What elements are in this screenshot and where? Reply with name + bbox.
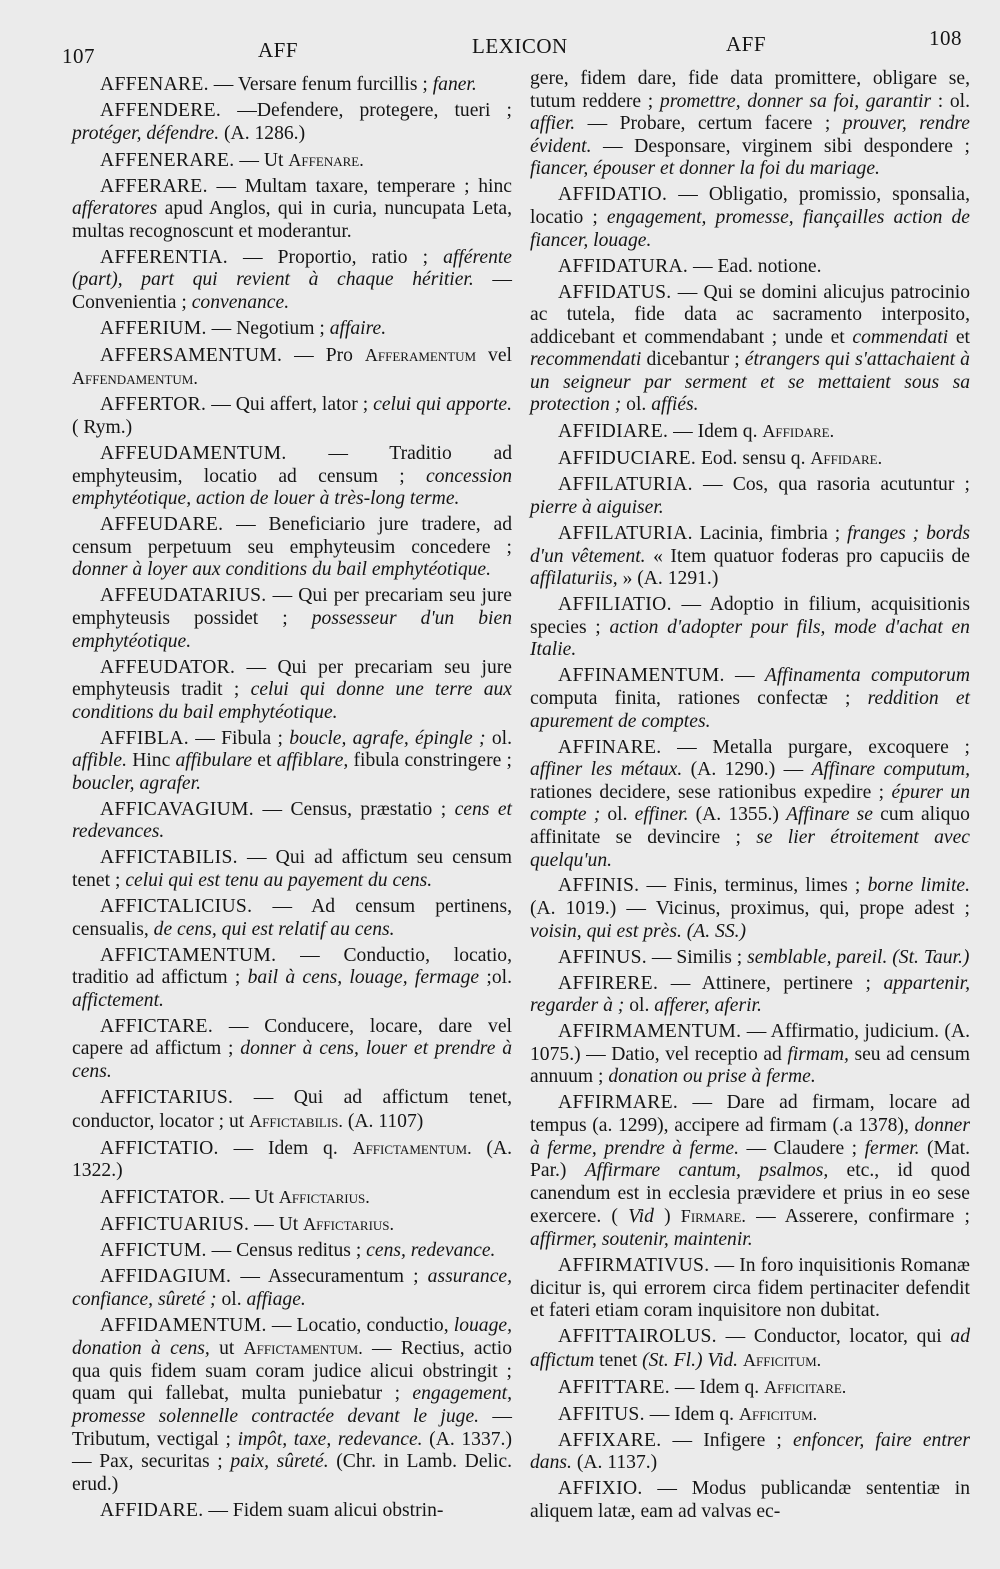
latin-definition: — Affirmatio, judicium. (A. 1075.) — Datio, vel receptio ad xyxy=(530,1021,970,1065)
french-gloss: possesseur d'un bien emphytéotique. xyxy=(72,607,512,652)
french-gloss: Affirmare cantum, psalmos, xyxy=(584,1160,829,1182)
french-gloss: affiés. xyxy=(651,394,699,416)
latin-definition: — Assecuramentum ; xyxy=(240,1266,419,1288)
latin-definition: — Versare fenum furcillis ; xyxy=(213,74,428,95)
french-gloss: (St. Fl.) Vid. xyxy=(642,1349,739,1371)
entry-headword: AFFIDAMENTUM. xyxy=(100,1314,267,1336)
french-gloss: firmam, xyxy=(787,1043,849,1065)
latin-definition: (A. 1290.) — xyxy=(690,759,804,781)
latin-definition: dicebantur ; xyxy=(646,349,740,371)
entry-headword: AFFICTALICIUS. xyxy=(100,896,253,918)
dictionary-entry xyxy=(530,973,970,1018)
dictionary-entry xyxy=(530,184,970,252)
cross-reference: Affidare. xyxy=(810,448,883,469)
latin-definition: — Similis ; xyxy=(651,946,743,968)
entry-headword: AFFEUDATOR. xyxy=(100,656,236,678)
dictionary-entry xyxy=(72,100,512,145)
french-gloss: donner à loyer aux conditions du bail emphytéotique. xyxy=(72,559,492,581)
cross-reference: Affendamentum. xyxy=(72,368,198,389)
latin-definition: — Conductor, locator, qui xyxy=(725,1326,942,1348)
dictionary-entry xyxy=(530,1403,970,1427)
entry-headword: AFFIDUCIARE. xyxy=(558,448,697,470)
latin-definition: — Proportio, ratio ; xyxy=(243,246,429,268)
french-gloss: louage, donation à cens, xyxy=(72,1314,512,1360)
dictionary-entry xyxy=(530,875,970,943)
latin-definition: — Qui per precariam seu jure emphyteusis tradit ; xyxy=(72,656,512,701)
entry-headword: AFFERARE. xyxy=(100,175,208,197)
latin-definition: Hinc xyxy=(132,750,171,772)
dictionary-entry xyxy=(72,247,512,315)
latin-definition: gere, fidem dare, fide data promittere, obligare se, tutum reddere ; xyxy=(530,68,970,112)
dictionary-entry xyxy=(72,1016,512,1084)
dictionary-entry xyxy=(530,1021,970,1089)
latin-definition: — Ut xyxy=(254,1214,299,1236)
latin-definition: cum aliquo affinitate se devincire ; xyxy=(530,804,970,848)
latin-definition: tenet xyxy=(599,1349,638,1371)
french-gloss: affaire. xyxy=(329,317,387,339)
latin-definition: (A. 1137.) xyxy=(576,1452,658,1474)
left-column xyxy=(72,74,512,1526)
latin-definition: — Probare, certum facere ; xyxy=(587,113,831,135)
latin-definition: et xyxy=(955,326,970,348)
dictionary-entry xyxy=(72,514,512,582)
entry-headword: AFFITTARE. xyxy=(558,1376,670,1398)
dictionary-entry xyxy=(530,1092,970,1251)
cross-reference: Afficitare. xyxy=(764,1376,847,1397)
entry-headword: AFFICTATIO. xyxy=(100,1137,219,1159)
french-gloss: donner à ferme, prendre à ferme. xyxy=(530,1114,970,1159)
entry-headword: AFFERIUM. xyxy=(100,317,207,339)
cross-reference: Affictamentum. xyxy=(243,1338,363,1359)
french-gloss: épurer un compte ; xyxy=(530,781,970,826)
latin-definition: etc., id quod canendum est in ecclesia prævidere et prius in eo sese exercere. ( xyxy=(530,1160,970,1228)
entry-headword: AFFINAMENTUM. xyxy=(558,665,725,687)
latin-definition: seu ad censum annuum ; xyxy=(530,1043,971,1088)
dictionary-entry xyxy=(72,657,512,725)
entry-headword: AFFITUS. xyxy=(558,1403,645,1425)
cross-reference: Affenare. xyxy=(288,149,364,170)
latin-definition: (Mat. Par.) xyxy=(530,1137,970,1182)
latin-definition: — Idem q. xyxy=(233,1137,338,1159)
latin-definition: (A. 1355.) xyxy=(695,804,779,826)
entry-headword: AFFENERARE. xyxy=(100,149,235,171)
latin-definition: — Rectius, actio qua quis fidem suam coram judice alicui obstringit ; quam qui fallebat, multa puniebatur ; xyxy=(72,1338,512,1405)
latin-definition: — Cos, qua rasoria acutuntur ; xyxy=(702,474,970,496)
cross-reference: Affidare. xyxy=(762,421,835,442)
dictionary-entry xyxy=(530,282,970,418)
entry-headword: AFFINARE. xyxy=(558,736,662,758)
latin-definition: et xyxy=(257,750,272,772)
french-gloss: cens, redevance. xyxy=(366,1240,496,1262)
dictionary-entry xyxy=(530,737,970,873)
entry-headword: AFFIRMAMENTUM. xyxy=(558,1021,742,1043)
entry-headword: AFFICTAMENTUM. xyxy=(100,944,277,966)
entry-headword: AFFIDATURA. xyxy=(558,255,689,277)
cross-reference: Afficitum. xyxy=(738,1403,818,1424)
french-gloss: affiblare, xyxy=(276,750,349,772)
french-gloss: affible. xyxy=(72,750,127,772)
cross-reference: Affictarius. xyxy=(278,1187,370,1208)
latin-definition: Eod. sensu q. xyxy=(700,448,806,470)
latin-definition: ol. xyxy=(221,1288,242,1310)
french-gloss: bail à cens, louage, fermage xyxy=(247,967,480,989)
entry-headword: AFFINIS. xyxy=(558,875,640,897)
french-gloss: promettre, donner sa foi, garantir xyxy=(659,90,932,112)
latin-definition: — Ad censum pertinens, censualis, xyxy=(72,896,512,940)
right-page-number: 108 xyxy=(929,26,962,50)
french-gloss: appartenir, regarder à ; xyxy=(530,972,970,1017)
entry-headword: AFFERENTIA. xyxy=(100,246,228,268)
latin-definition: — In foro inquisitionis Romanæ dicitur is, qui errorem circa fidem pertinaciter defendit et fateri etiam coram inquisitore non dubitat. xyxy=(530,1254,970,1322)
french-gloss: Affinamenta computorum xyxy=(764,665,971,687)
french-gloss: affictement. xyxy=(72,989,164,1011)
french-gloss: cens et redevances. xyxy=(72,798,513,843)
cross-reference: Afferamentum xyxy=(364,344,477,365)
latin-definition: vel xyxy=(488,344,512,366)
entry-headword: AFFICTARIUS. xyxy=(100,1086,234,1108)
dictionary-entry xyxy=(530,1376,970,1400)
french-gloss: voisin, qui est près. (A. SS.) xyxy=(530,920,747,942)
french-gloss: effiner. xyxy=(634,804,689,826)
dictionary-entry xyxy=(72,394,512,439)
latin-definition: — Modus publicandæ sententiæ in aliquem latæ, eam ad valvas ec- xyxy=(530,1478,970,1522)
latin-definition: ol. xyxy=(607,804,628,826)
latin-definition: — Qui ad affictum seu censum tenet ; xyxy=(72,847,512,892)
dictionary-entry xyxy=(530,1478,970,1523)
entry-headword: AFFERTOR. xyxy=(100,394,207,416)
latin-definition: (A. 1286.) xyxy=(224,122,306,144)
dictionary-entry xyxy=(72,585,512,653)
french-gloss: engagement, promesse, fiançailles action de fiancer, louage. xyxy=(530,206,970,251)
latin-definition: — Census, præstatio ; xyxy=(262,798,447,820)
dictionary-entry xyxy=(530,1430,970,1475)
dictionary-entry xyxy=(72,318,512,341)
entry-headword: AFFIRMARE. xyxy=(558,1092,679,1114)
latin-definition: ol. xyxy=(629,995,650,1017)
latin-definition: — Qui se domini alicujus patrocinio ac tutela, fide data ac sacramento interposito, addicebant et commendabant ; unde et xyxy=(530,281,970,348)
french-gloss: celui qui donne une terre aux conditions du bail emphytéotique. xyxy=(72,679,512,723)
latin-definition: : ol. xyxy=(937,90,971,112)
latin-definition: — Metalla purgare, excoquere ; xyxy=(677,736,970,758)
french-gloss: engagement, promesse solennelle contractée devant le juge. xyxy=(72,1383,512,1428)
latin-definition: Lacinia, fimbria ; xyxy=(699,523,841,545)
dictionary-entry xyxy=(72,149,512,173)
latin-definition: (Chr. in Lamb. Delic. erud.) xyxy=(72,1451,513,1495)
french-gloss: affiage. xyxy=(246,1288,306,1310)
latin-definition: — Claudere ; xyxy=(746,1137,858,1159)
left-catchword: AFF xyxy=(258,38,299,62)
french-gloss: afferatores xyxy=(72,198,158,220)
latin-definition: — Asserere, confirmare ; xyxy=(756,1206,970,1228)
entry-headword: AFFITTAIROLUS. xyxy=(558,1326,717,1348)
entry-headword: AFFIRERE. xyxy=(558,972,659,994)
french-gloss: celui qui apporte. xyxy=(373,394,512,416)
entry-headword: AFFIXIO. xyxy=(558,1478,643,1500)
french-gloss: recommendati xyxy=(530,349,642,371)
cross-reference: Affictarius. xyxy=(303,1214,395,1235)
entry-headword: AFFIDAGIUM. xyxy=(100,1266,232,1288)
dictionary-entry xyxy=(530,523,970,591)
entry-headword: AFFICAVAGIUM. xyxy=(100,798,254,820)
latin-definition: — Conducere, locare, dare vel capere ad affictum ; xyxy=(72,1015,512,1060)
latin-definition: — Ut xyxy=(229,1187,274,1209)
dictionary-entry xyxy=(72,1240,512,1263)
french-gloss: de cens, qui est relatif au cens. xyxy=(153,918,395,940)
french-gloss: paix, sûreté. xyxy=(230,1451,329,1473)
french-gloss: étrangers qui s'attachaient à un seigneur par serment et se mettaient sous sa protection ; xyxy=(530,349,970,416)
latin-definition: — Qui ad affictum tenet, conductor, locator ; ut xyxy=(72,1086,513,1132)
entry-headword: AFFIDIARE. xyxy=(558,421,669,443)
entry-headword: AFFIRMATIVUS. xyxy=(558,1254,710,1276)
dictionary-entry xyxy=(72,176,512,244)
french-gloss: Affinare computum, xyxy=(811,759,970,781)
french-gloss: se lier étroitement avec quelqu'un. xyxy=(530,826,970,871)
cross-reference: Afficitum. xyxy=(742,1349,822,1370)
latin-definition: — Ut xyxy=(239,149,284,171)
entry-headword: AFFEUDAMENTUM. xyxy=(100,443,287,465)
latin-definition: » (A. 1291.) xyxy=(622,568,719,590)
french-gloss: fermer. xyxy=(864,1137,920,1159)
french-gloss: commendati xyxy=(852,326,949,348)
latin-definition: — Idem q. xyxy=(673,421,758,443)
latin-definition: — Obligatio, promissio, sponsalia, locatio ; xyxy=(530,184,970,228)
entry-headword: AFFINUS. xyxy=(558,946,647,968)
french-gloss: boucler, agrafer. xyxy=(72,772,201,794)
latin-definition: — Locatio, conductio, xyxy=(271,1314,449,1336)
french-gloss: celui qui est tenu au payement du cens. xyxy=(125,870,433,892)
french-gloss: impôt, taxe, redevance. xyxy=(237,1428,423,1450)
entry-headword: AFFIBLA. xyxy=(100,727,189,749)
dictionary-entry xyxy=(72,728,512,796)
french-gloss: affirmer, soutenir, maintenir. xyxy=(530,1228,753,1250)
dictionary-entry xyxy=(72,1266,512,1311)
latin-definition: — Idem q. xyxy=(674,1376,760,1398)
latin-definition: — Attinere, pertinere ; xyxy=(670,972,871,994)
french-gloss: protéger, défendre. xyxy=(72,122,220,144)
dictionary-entry xyxy=(72,945,512,1013)
dictionary-entry xyxy=(72,896,512,941)
entry-headword: AFFICTATOR. xyxy=(100,1187,225,1209)
entry-headword: AFFICTUARIUS. xyxy=(100,1214,250,1236)
dictionary-entry xyxy=(530,1326,970,1372)
french-gloss: enfoncer, faire entrer dans. xyxy=(530,1429,970,1474)
entry-headword: AFFIXARE. xyxy=(558,1429,662,1451)
dictionary-entry xyxy=(530,947,970,970)
latin-definition: ) xyxy=(664,1206,671,1228)
running-title: LEXICON xyxy=(472,34,568,58)
latin-definition: — Finis, terminus, limes ; xyxy=(646,875,861,897)
running-head xyxy=(62,24,962,68)
dictionary-entry xyxy=(72,1186,512,1210)
entry-headword: AFFEUDATARIUS. xyxy=(100,585,267,607)
latin-definition: ;ol. xyxy=(486,967,512,989)
latin-definition: rationes decidere, sese rationibus expedire ; xyxy=(530,781,885,803)
entry-headword: AFFENARE. xyxy=(100,74,209,95)
entry-headword: AFFILATURIA. xyxy=(558,523,693,545)
latin-definition: — Convenientia ; xyxy=(72,269,512,313)
latin-definition: — Multam taxare, temperare ; hinc xyxy=(216,175,512,197)
latin-definition: (A. 1322.) xyxy=(72,1137,512,1182)
latin-definition: — Adoptio in filium, acquisitionis species ; xyxy=(530,594,970,638)
french-gloss: semblable, pareil. (St. Taur.) xyxy=(747,946,970,968)
french-gloss: ad affictum xyxy=(530,1326,970,1371)
dictionary-entry xyxy=(72,1500,512,1523)
french-gloss: assurance, confiance, sûreté ; xyxy=(72,1266,512,1310)
entry-headword: AFFILATURIA. xyxy=(558,474,693,496)
latin-definition: — Dare ad firmam, locare ad tempus (a. 1299), accipere ad firmam (.a 1378), xyxy=(530,1092,970,1136)
dictionary-entry xyxy=(530,420,970,444)
french-gloss: affilaturiis, xyxy=(530,568,618,590)
latin-definition: — Pro xyxy=(294,344,353,366)
french-gloss: concession emphytéotique, action de louer à très-long terme. xyxy=(72,465,512,510)
dictionary-entry xyxy=(72,443,512,511)
latin-definition: (A. 1337.) — Pax, securitas ; xyxy=(72,1428,512,1473)
dictionary-entry xyxy=(530,665,970,733)
entry-headword: AFFICTUM. xyxy=(100,1240,207,1262)
cross-reference: Affictamentum. xyxy=(352,1137,472,1158)
latin-definition: —Defendere, protegere, tueri ; xyxy=(237,99,512,121)
latin-definition: — Fidem suam alicui obstrin- xyxy=(208,1499,444,1521)
latin-definition: — Negotium ; xyxy=(211,317,325,339)
dictionary-entry xyxy=(530,256,970,279)
cross-reference: Firmare. xyxy=(680,1206,746,1227)
dictionary-entry xyxy=(72,1137,512,1183)
latin-definition: ( Rym.) xyxy=(72,417,133,439)
entry-headword: AFFIDARE. xyxy=(100,1499,204,1521)
right-column xyxy=(530,68,970,1527)
dictionary-entry xyxy=(72,847,512,892)
latin-definition: fibula constringere ; xyxy=(353,750,512,772)
latin-definition: — Fibula ; xyxy=(195,727,283,749)
latin-definition: — Desponsare, virginem sibi despondere ; xyxy=(603,135,970,157)
french-gloss: afferer, aferir. xyxy=(654,995,762,1017)
entry-headword: AFFIDATUS. xyxy=(558,281,672,303)
french-gloss: pierre à aiguiser. xyxy=(530,497,664,519)
latin-definition: — xyxy=(734,665,755,687)
latin-definition: — Infigere ; xyxy=(672,1429,782,1451)
french-gloss: donation ou prise à ferme. xyxy=(608,1066,816,1088)
dictionary-entry xyxy=(72,1213,512,1237)
french-gloss: faner. xyxy=(432,74,477,95)
latin-definition: — Ead. notione. xyxy=(693,255,822,277)
latin-definition: ol. xyxy=(491,727,512,749)
right-catchword: AFF xyxy=(726,32,767,56)
entry-headword: AFFIDATIO. xyxy=(558,184,668,206)
latin-definition: — Qui per precariam seu jure emphyteusis possidet ; xyxy=(72,585,512,629)
entry-headword: AFFERSAMENTUM. xyxy=(100,344,283,366)
latin-definition: apud Anglos, qui in curia, nuncupata Leta, multas recognoscunt et moderantur. xyxy=(72,198,512,242)
french-gloss: affibulare xyxy=(175,750,253,772)
french-gloss: fiancer, épouser et donner la foi du mariage. xyxy=(530,158,880,180)
french-gloss: prouver, rendre évident. xyxy=(530,113,971,157)
french-gloss: affiner les métaux. xyxy=(530,759,683,781)
entry-headword: AFFEUDARE. xyxy=(100,514,224,536)
latin-definition: « Item quatuor foderas pro capuciis de xyxy=(653,545,970,567)
french-gloss: afférente (part), part qui revient à chaque héritier. xyxy=(72,246,513,291)
latin-definition: — Conductio, locatio, traditio ad affictum ; xyxy=(72,944,512,989)
french-gloss: franges ; bords d'un vêtement. xyxy=(530,523,970,567)
latin-definition: — Idem q. xyxy=(649,1403,735,1425)
latin-definition: — Beneficiario jure tradere, ad censum perpetuum seu emphyteusim concedere ; xyxy=(72,514,512,558)
left-page-number: 107 xyxy=(62,44,95,68)
dictionary-entry xyxy=(72,1087,512,1133)
dictionary-entry xyxy=(72,1315,512,1497)
latin-definition: — Census reditus ; xyxy=(211,1240,362,1262)
entry-headword: AFFENDERE. xyxy=(100,99,222,121)
latin-definition: — Tributum, vectigal ; xyxy=(72,1406,513,1450)
dictionary-entry xyxy=(530,447,970,471)
latin-definition: — Traditio ad emphyteusim, locatio ad censum ; xyxy=(72,443,512,487)
dictionary-entry xyxy=(72,344,512,391)
dictionary-entry xyxy=(72,74,512,97)
french-gloss: action d'adopter pour fils, mode d'achat en Italie. xyxy=(530,616,970,661)
latin-definition: (A. 1107) xyxy=(347,1110,424,1132)
latin-definition: computa finita, rationes confectæ ; xyxy=(530,687,851,709)
french-gloss: boucle, agrafe, épingle ; xyxy=(289,727,486,749)
latin-definition: — Qui affert, lator ; xyxy=(211,394,369,416)
dictionary-entry xyxy=(530,68,970,181)
latin-definition: ol. xyxy=(626,394,647,416)
dictionary-entry xyxy=(530,594,970,662)
entry-headword: AFFICTARE. xyxy=(100,1015,214,1037)
french-gloss: Affinare se xyxy=(786,804,873,826)
dictionary-entry xyxy=(530,474,970,519)
latin-definition: (A. 1019.) — Vicinus, proximus, qui, prope adest ; xyxy=(530,898,970,920)
french-gloss: reddition et apurement de comptes. xyxy=(530,687,971,732)
french-gloss: donner à cens, louer et prendre à cens. xyxy=(72,1038,512,1082)
french-gloss: affier. xyxy=(530,113,576,135)
french-gloss: borne limite. xyxy=(867,875,971,897)
french-gloss: convenance. xyxy=(191,291,290,313)
entry-headword: AFFICTABILIS. xyxy=(100,847,238,869)
dictionary-entry xyxy=(72,799,512,844)
dictionary-entry xyxy=(530,1255,970,1323)
french-gloss: Vid xyxy=(628,1206,654,1228)
cross-reference: Affictabilis. xyxy=(249,1110,343,1131)
latin-definition: ut xyxy=(219,1338,235,1360)
entry-headword: AFFILIATIO. xyxy=(558,594,672,616)
